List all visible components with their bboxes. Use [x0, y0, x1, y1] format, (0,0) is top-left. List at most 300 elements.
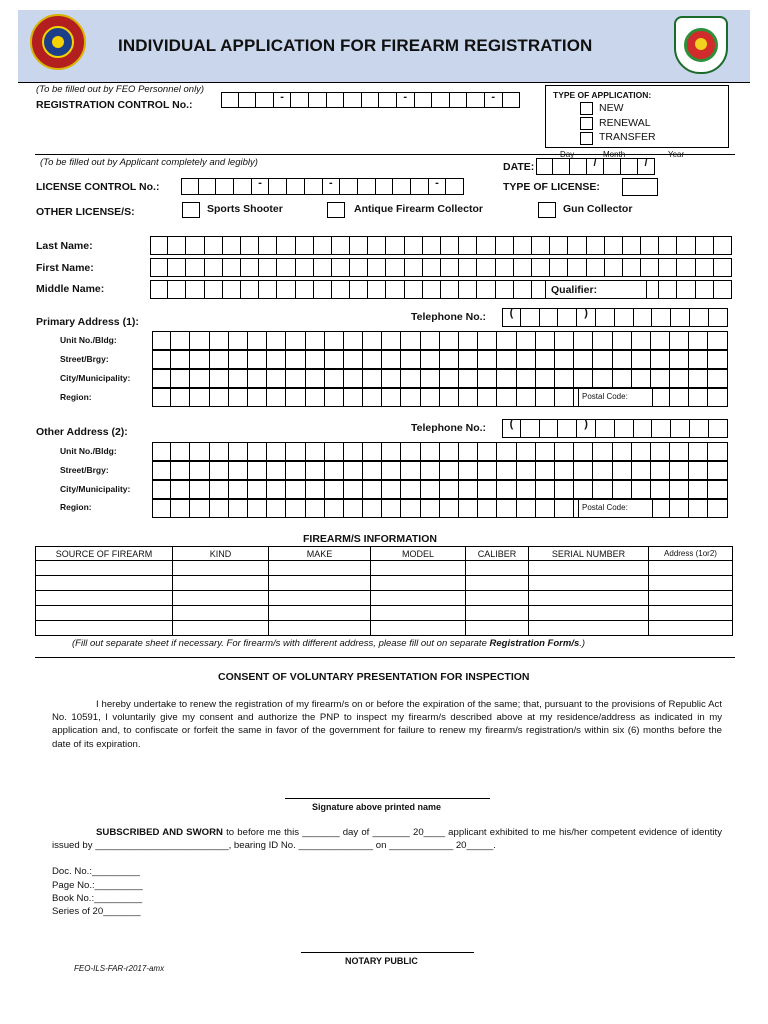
- input-box[interactable]: [652, 308, 671, 327]
- input-box[interactable]: [368, 236, 386, 255]
- input-box[interactable]: [440, 331, 459, 350]
- input-box[interactable]: [190, 499, 209, 518]
- input-box[interactable]: [613, 350, 632, 369]
- input-box[interactable]: [485, 92, 503, 108]
- input-box[interactable]: [296, 258, 314, 277]
- input-box[interactable]: [382, 331, 401, 350]
- input-box[interactable]: [536, 388, 555, 407]
- input-box[interactable]: [186, 236, 204, 255]
- input-box[interactable]: [223, 280, 241, 299]
- input-box[interactable]: [659, 236, 677, 255]
- input-box[interactable]: [358, 178, 376, 195]
- input-box[interactable]: [632, 442, 651, 461]
- input-box[interactable]: [382, 350, 401, 369]
- input-box[interactable]: [248, 499, 267, 518]
- input-box[interactable]: [421, 388, 440, 407]
- input-box[interactable]: [325, 369, 344, 388]
- input-box[interactable]: [623, 236, 641, 255]
- input-box[interactable]: [190, 331, 209, 350]
- input-box[interactable]: [478, 350, 497, 369]
- license-control-boxes[interactable]: [181, 178, 464, 195]
- input-box[interactable]: [306, 350, 325, 369]
- input-box[interactable]: [274, 92, 292, 108]
- input-box[interactable]: [477, 236, 495, 255]
- input-box[interactable]: [267, 461, 286, 480]
- input-box[interactable]: [632, 350, 651, 369]
- input-box[interactable]: [574, 369, 593, 388]
- input-box[interactable]: [306, 331, 325, 350]
- input-box[interactable]: [496, 280, 514, 299]
- input-box[interactable]: [532, 258, 550, 277]
- input-box[interactable]: [277, 280, 295, 299]
- input-box[interactable]: [517, 461, 536, 480]
- input-box[interactable]: [401, 461, 420, 480]
- input-box[interactable]: [241, 236, 259, 255]
- input-box[interactable]: [382, 369, 401, 388]
- input-box[interactable]: [171, 331, 190, 350]
- input-box[interactable]: [593, 369, 612, 388]
- type-of-license-box[interactable]: [622, 178, 658, 196]
- input-box[interactable]: [306, 461, 325, 480]
- input-box[interactable]: [517, 388, 536, 407]
- input-box[interactable]: [152, 350, 171, 369]
- input-box[interactable]: [671, 308, 690, 327]
- input-box[interactable]: [689, 369, 708, 388]
- input-box[interactable]: [497, 499, 516, 518]
- table-cell[interactable]: [36, 621, 173, 636]
- renewal-checkbox[interactable]: [580, 117, 593, 130]
- input-box[interactable]: [405, 258, 423, 277]
- input-box[interactable]: [459, 280, 477, 299]
- input-box[interactable]: [382, 499, 401, 518]
- input-box[interactable]: [411, 178, 429, 195]
- input-box[interactable]: [634, 419, 653, 438]
- input-box[interactable]: [708, 388, 727, 407]
- input-box[interactable]: [570, 158, 587, 175]
- input-box[interactable]: [286, 350, 305, 369]
- input-box[interactable]: [415, 92, 433, 108]
- input-box[interactable]: [181, 178, 199, 195]
- input-box[interactable]: [670, 369, 689, 388]
- input-box[interactable]: [267, 369, 286, 388]
- input-box[interactable]: [401, 331, 420, 350]
- table-cell[interactable]: [269, 606, 371, 621]
- input-box[interactable]: [229, 388, 248, 407]
- input-box[interactable]: [441, 280, 459, 299]
- input-box[interactable]: [432, 92, 450, 108]
- input-box[interactable]: [363, 388, 382, 407]
- input-box[interactable]: [587, 236, 605, 255]
- input-box[interactable]: [150, 280, 168, 299]
- input-box[interactable]: [459, 461, 478, 480]
- table-cell[interactable]: [529, 576, 649, 591]
- input-box[interactable]: [305, 178, 323, 195]
- input-box[interactable]: [421, 480, 440, 499]
- input-box[interactable]: [671, 419, 690, 438]
- input-box[interactable]: [652, 419, 671, 438]
- table-cell[interactable]: [36, 591, 173, 606]
- input-box[interactable]: [248, 442, 267, 461]
- input-box[interactable]: [286, 480, 305, 499]
- input-box[interactable]: [536, 499, 555, 518]
- input-box[interactable]: [459, 331, 478, 350]
- input-box[interactable]: [248, 331, 267, 350]
- table-cell[interactable]: [36, 561, 173, 576]
- input-box[interactable]: [223, 236, 241, 255]
- input-box[interactable]: [651, 388, 670, 407]
- input-box[interactable]: [291, 92, 309, 108]
- table-cell[interactable]: [371, 591, 466, 606]
- input-box[interactable]: [497, 442, 516, 461]
- new-checkbox[interactable]: [580, 102, 593, 115]
- input-box[interactable]: [363, 350, 382, 369]
- input-box[interactable]: [386, 280, 404, 299]
- table-cell[interactable]: [371, 621, 466, 636]
- input-box[interactable]: [714, 258, 732, 277]
- input-box[interactable]: [689, 442, 708, 461]
- input-box[interactable]: [405, 236, 423, 255]
- input-box[interactable]: [503, 92, 521, 108]
- input-box[interactable]: [229, 331, 248, 350]
- input-box[interactable]: [405, 280, 423, 299]
- input-box[interactable]: [708, 442, 727, 461]
- table-cell[interactable]: [466, 591, 529, 606]
- input-box[interactable]: [477, 258, 495, 277]
- input-box[interactable]: [459, 499, 478, 518]
- input-box[interactable]: [593, 442, 612, 461]
- input-box[interactable]: [386, 236, 404, 255]
- input-box[interactable]: [677, 280, 695, 299]
- table-cell[interactable]: [529, 621, 649, 636]
- input-box[interactable]: [168, 236, 186, 255]
- input-box[interactable]: [596, 419, 615, 438]
- input-box[interactable]: [171, 369, 190, 388]
- input-box[interactable]: [152, 480, 171, 499]
- input-box[interactable]: [677, 258, 695, 277]
- input-box[interactable]: [696, 280, 714, 299]
- input-box[interactable]: [521, 308, 540, 327]
- input-box[interactable]: [171, 388, 190, 407]
- input-box[interactable]: [344, 92, 362, 108]
- input-box[interactable]: [670, 388, 689, 407]
- input-box[interactable]: [325, 499, 344, 518]
- input-box[interactable]: [440, 369, 459, 388]
- input-box[interactable]: [708, 499, 727, 518]
- input-box[interactable]: [210, 369, 229, 388]
- input-box[interactable]: [632, 369, 651, 388]
- table-cell[interactable]: [466, 561, 529, 576]
- input-box[interactable]: [540, 419, 559, 438]
- input-box[interactable]: [605, 258, 623, 277]
- gun-collector-checkbox[interactable]: [538, 202, 556, 218]
- sports-shooter-checkbox[interactable]: [182, 202, 200, 218]
- input-box[interactable]: [708, 461, 727, 480]
- input-box[interactable]: [421, 331, 440, 350]
- input-box[interactable]: [555, 350, 574, 369]
- input-box[interactable]: [382, 442, 401, 461]
- input-box[interactable]: [555, 369, 574, 388]
- input-box[interactable]: [152, 388, 171, 407]
- input-box[interactable]: [421, 442, 440, 461]
- input-box[interactable]: [332, 258, 350, 277]
- input-box[interactable]: [150, 258, 168, 277]
- table-cell[interactable]: [269, 576, 371, 591]
- input-box[interactable]: [574, 442, 593, 461]
- input-box[interactable]: [286, 388, 305, 407]
- input-box[interactable]: [550, 236, 568, 255]
- input-box[interactable]: [550, 258, 568, 277]
- input-box[interactable]: [568, 258, 586, 277]
- input-box[interactable]: [593, 480, 612, 499]
- input-box[interactable]: [517, 442, 536, 461]
- input-box[interactable]: [309, 92, 327, 108]
- input-box[interactable]: [286, 499, 305, 518]
- input-box[interactable]: [497, 461, 516, 480]
- input-box[interactable]: [478, 331, 497, 350]
- input-box[interactable]: [306, 388, 325, 407]
- input-box[interactable]: [496, 258, 514, 277]
- input-box[interactable]: [332, 280, 350, 299]
- input-box[interactable]: [323, 178, 341, 195]
- input-box[interactable]: [574, 331, 593, 350]
- input-box[interactable]: [593, 331, 612, 350]
- input-box[interactable]: [421, 461, 440, 480]
- input-box[interactable]: [632, 461, 651, 480]
- input-box[interactable]: [634, 308, 653, 327]
- input-box[interactable]: [459, 350, 478, 369]
- input-box[interactable]: [459, 480, 478, 499]
- input-box[interactable]: [555, 499, 574, 518]
- input-box[interactable]: [555, 480, 574, 499]
- input-box[interactable]: [296, 236, 314, 255]
- input-box[interactable]: [241, 280, 259, 299]
- input-box[interactable]: [555, 388, 574, 407]
- input-box[interactable]: [267, 442, 286, 461]
- table-cell[interactable]: [466, 606, 529, 621]
- date-boxes[interactable]: [536, 158, 655, 175]
- input-box[interactable]: [171, 480, 190, 499]
- input-box[interactable]: [536, 369, 555, 388]
- input-box[interactable]: [497, 331, 516, 350]
- input-box[interactable]: [421, 350, 440, 369]
- input-box[interactable]: [532, 236, 550, 255]
- input-box[interactable]: [497, 369, 516, 388]
- table-cell[interactable]: [529, 606, 649, 621]
- input-box[interactable]: [714, 236, 732, 255]
- input-box[interactable]: [517, 369, 536, 388]
- input-box[interactable]: [229, 369, 248, 388]
- other-city-boxes[interactable]: [152, 480, 728, 499]
- input-box[interactable]: [190, 350, 209, 369]
- input-box[interactable]: [363, 442, 382, 461]
- input-box[interactable]: [587, 158, 604, 175]
- input-box[interactable]: [269, 178, 287, 195]
- input-box[interactable]: [344, 461, 363, 480]
- input-box[interactable]: [286, 369, 305, 388]
- input-box[interactable]: [229, 461, 248, 480]
- input-box[interactable]: [286, 331, 305, 350]
- input-box[interactable]: [267, 388, 286, 407]
- input-box[interactable]: [514, 236, 532, 255]
- input-box[interactable]: [517, 480, 536, 499]
- input-box[interactable]: [216, 178, 234, 195]
- input-box[interactable]: [150, 236, 168, 255]
- input-box[interactable]: [386, 258, 404, 277]
- input-box[interactable]: [536, 480, 555, 499]
- input-box[interactable]: [229, 480, 248, 499]
- input-box[interactable]: [168, 258, 186, 277]
- input-box[interactable]: [314, 280, 332, 299]
- input-box[interactable]: [210, 461, 229, 480]
- input-box[interactable]: [205, 280, 223, 299]
- table-cell[interactable]: [649, 621, 733, 636]
- input-box[interactable]: [708, 331, 727, 350]
- input-box[interactable]: [587, 258, 605, 277]
- input-box[interactable]: [210, 388, 229, 407]
- input-box[interactable]: [248, 350, 267, 369]
- input-box[interactable]: [467, 92, 485, 108]
- input-box[interactable]: [690, 308, 709, 327]
- table-cell[interactable]: [269, 591, 371, 606]
- table-cell[interactable]: [269, 621, 371, 636]
- input-box[interactable]: [363, 461, 382, 480]
- input-box[interactable]: [517, 350, 536, 369]
- input-box[interactable]: [446, 178, 464, 195]
- input-box[interactable]: [514, 258, 532, 277]
- input-box[interactable]: [689, 350, 708, 369]
- input-box[interactable]: [459, 442, 478, 461]
- input-box[interactable]: [709, 419, 728, 438]
- input-box[interactable]: [171, 350, 190, 369]
- primary-street-boxes[interactable]: [152, 350, 728, 369]
- input-box[interactable]: [689, 388, 708, 407]
- input-box[interactable]: [651, 350, 670, 369]
- input-box[interactable]: [267, 499, 286, 518]
- table-cell[interactable]: [649, 561, 733, 576]
- input-box[interactable]: [478, 480, 497, 499]
- input-box[interactable]: [568, 236, 586, 255]
- input-box[interactable]: [186, 258, 204, 277]
- input-box[interactable]: [401, 499, 420, 518]
- input-box[interactable]: [248, 480, 267, 499]
- input-box[interactable]: [496, 236, 514, 255]
- input-box[interactable]: [459, 388, 478, 407]
- input-box[interactable]: [536, 442, 555, 461]
- table-cell[interactable]: [36, 606, 173, 621]
- input-box[interactable]: [517, 499, 536, 518]
- input-box[interactable]: [421, 499, 440, 518]
- input-box[interactable]: [277, 236, 295, 255]
- table-cell[interactable]: [371, 606, 466, 621]
- first-name-boxes[interactable]: [150, 258, 732, 277]
- input-box[interactable]: [363, 369, 382, 388]
- input-box[interactable]: [350, 258, 368, 277]
- input-box[interactable]: [332, 236, 350, 255]
- input-box[interactable]: [205, 236, 223, 255]
- input-box[interactable]: [440, 350, 459, 369]
- input-box[interactable]: [401, 388, 420, 407]
- input-box[interactable]: [689, 331, 708, 350]
- input-box[interactable]: [267, 350, 286, 369]
- input-box[interactable]: [440, 461, 459, 480]
- input-box[interactable]: [615, 308, 634, 327]
- table-cell[interactable]: [649, 576, 733, 591]
- input-box[interactable]: [423, 280, 441, 299]
- input-box[interactable]: [429, 178, 447, 195]
- input-box[interactable]: [325, 350, 344, 369]
- input-box[interactable]: [450, 92, 468, 108]
- primary-unit-boxes[interactable]: [152, 331, 728, 350]
- input-box[interactable]: [401, 442, 420, 461]
- input-box[interactable]: [478, 442, 497, 461]
- input-box[interactable]: [344, 480, 363, 499]
- input-box[interactable]: [362, 92, 380, 108]
- input-box[interactable]: [393, 178, 411, 195]
- input-box[interactable]: [397, 92, 415, 108]
- input-box[interactable]: [421, 369, 440, 388]
- input-box[interactable]: [401, 369, 420, 388]
- input-box[interactable]: [577, 419, 596, 438]
- input-box[interactable]: [241, 258, 259, 277]
- input-box[interactable]: [558, 419, 577, 438]
- primary-telephone-boxes[interactable]: [502, 308, 728, 327]
- table-cell[interactable]: [371, 561, 466, 576]
- input-box[interactable]: [382, 388, 401, 407]
- input-box[interactable]: [558, 308, 577, 327]
- input-box[interactable]: [638, 158, 655, 175]
- input-box[interactable]: [327, 92, 345, 108]
- input-box[interactable]: [171, 499, 190, 518]
- input-box[interactable]: [186, 280, 204, 299]
- input-box[interactable]: [670, 442, 689, 461]
- input-box[interactable]: [659, 258, 677, 277]
- antique-collector-checkbox[interactable]: [327, 202, 345, 218]
- input-box[interactable]: [459, 236, 477, 255]
- input-box[interactable]: [252, 178, 270, 195]
- registration-control-boxes[interactable]: [221, 92, 520, 108]
- input-box[interactable]: [229, 442, 248, 461]
- input-box[interactable]: [696, 258, 714, 277]
- input-box[interactable]: [708, 369, 727, 388]
- input-box[interactable]: [277, 258, 295, 277]
- input-box[interactable]: [613, 461, 632, 480]
- input-box[interactable]: [517, 331, 536, 350]
- input-box[interactable]: [325, 442, 344, 461]
- input-box[interactable]: [248, 388, 267, 407]
- input-box[interactable]: [440, 480, 459, 499]
- input-box[interactable]: [344, 499, 363, 518]
- input-box[interactable]: [605, 236, 623, 255]
- input-box[interactable]: [199, 178, 217, 195]
- input-box[interactable]: [152, 442, 171, 461]
- input-box[interactable]: [621, 158, 638, 175]
- input-box[interactable]: [593, 350, 612, 369]
- input-box[interactable]: [613, 369, 632, 388]
- input-box[interactable]: [259, 280, 277, 299]
- input-box[interactable]: [340, 178, 358, 195]
- table-cell[interactable]: [649, 591, 733, 606]
- input-box[interactable]: [287, 178, 305, 195]
- input-box[interactable]: [344, 442, 363, 461]
- input-box[interactable]: [267, 480, 286, 499]
- input-box[interactable]: [632, 331, 651, 350]
- input-box[interactable]: [286, 442, 305, 461]
- input-box[interactable]: [536, 350, 555, 369]
- input-box[interactable]: [248, 461, 267, 480]
- primary-city-boxes[interactable]: [152, 369, 728, 388]
- input-box[interactable]: [477, 280, 495, 299]
- input-box[interactable]: [577, 308, 596, 327]
